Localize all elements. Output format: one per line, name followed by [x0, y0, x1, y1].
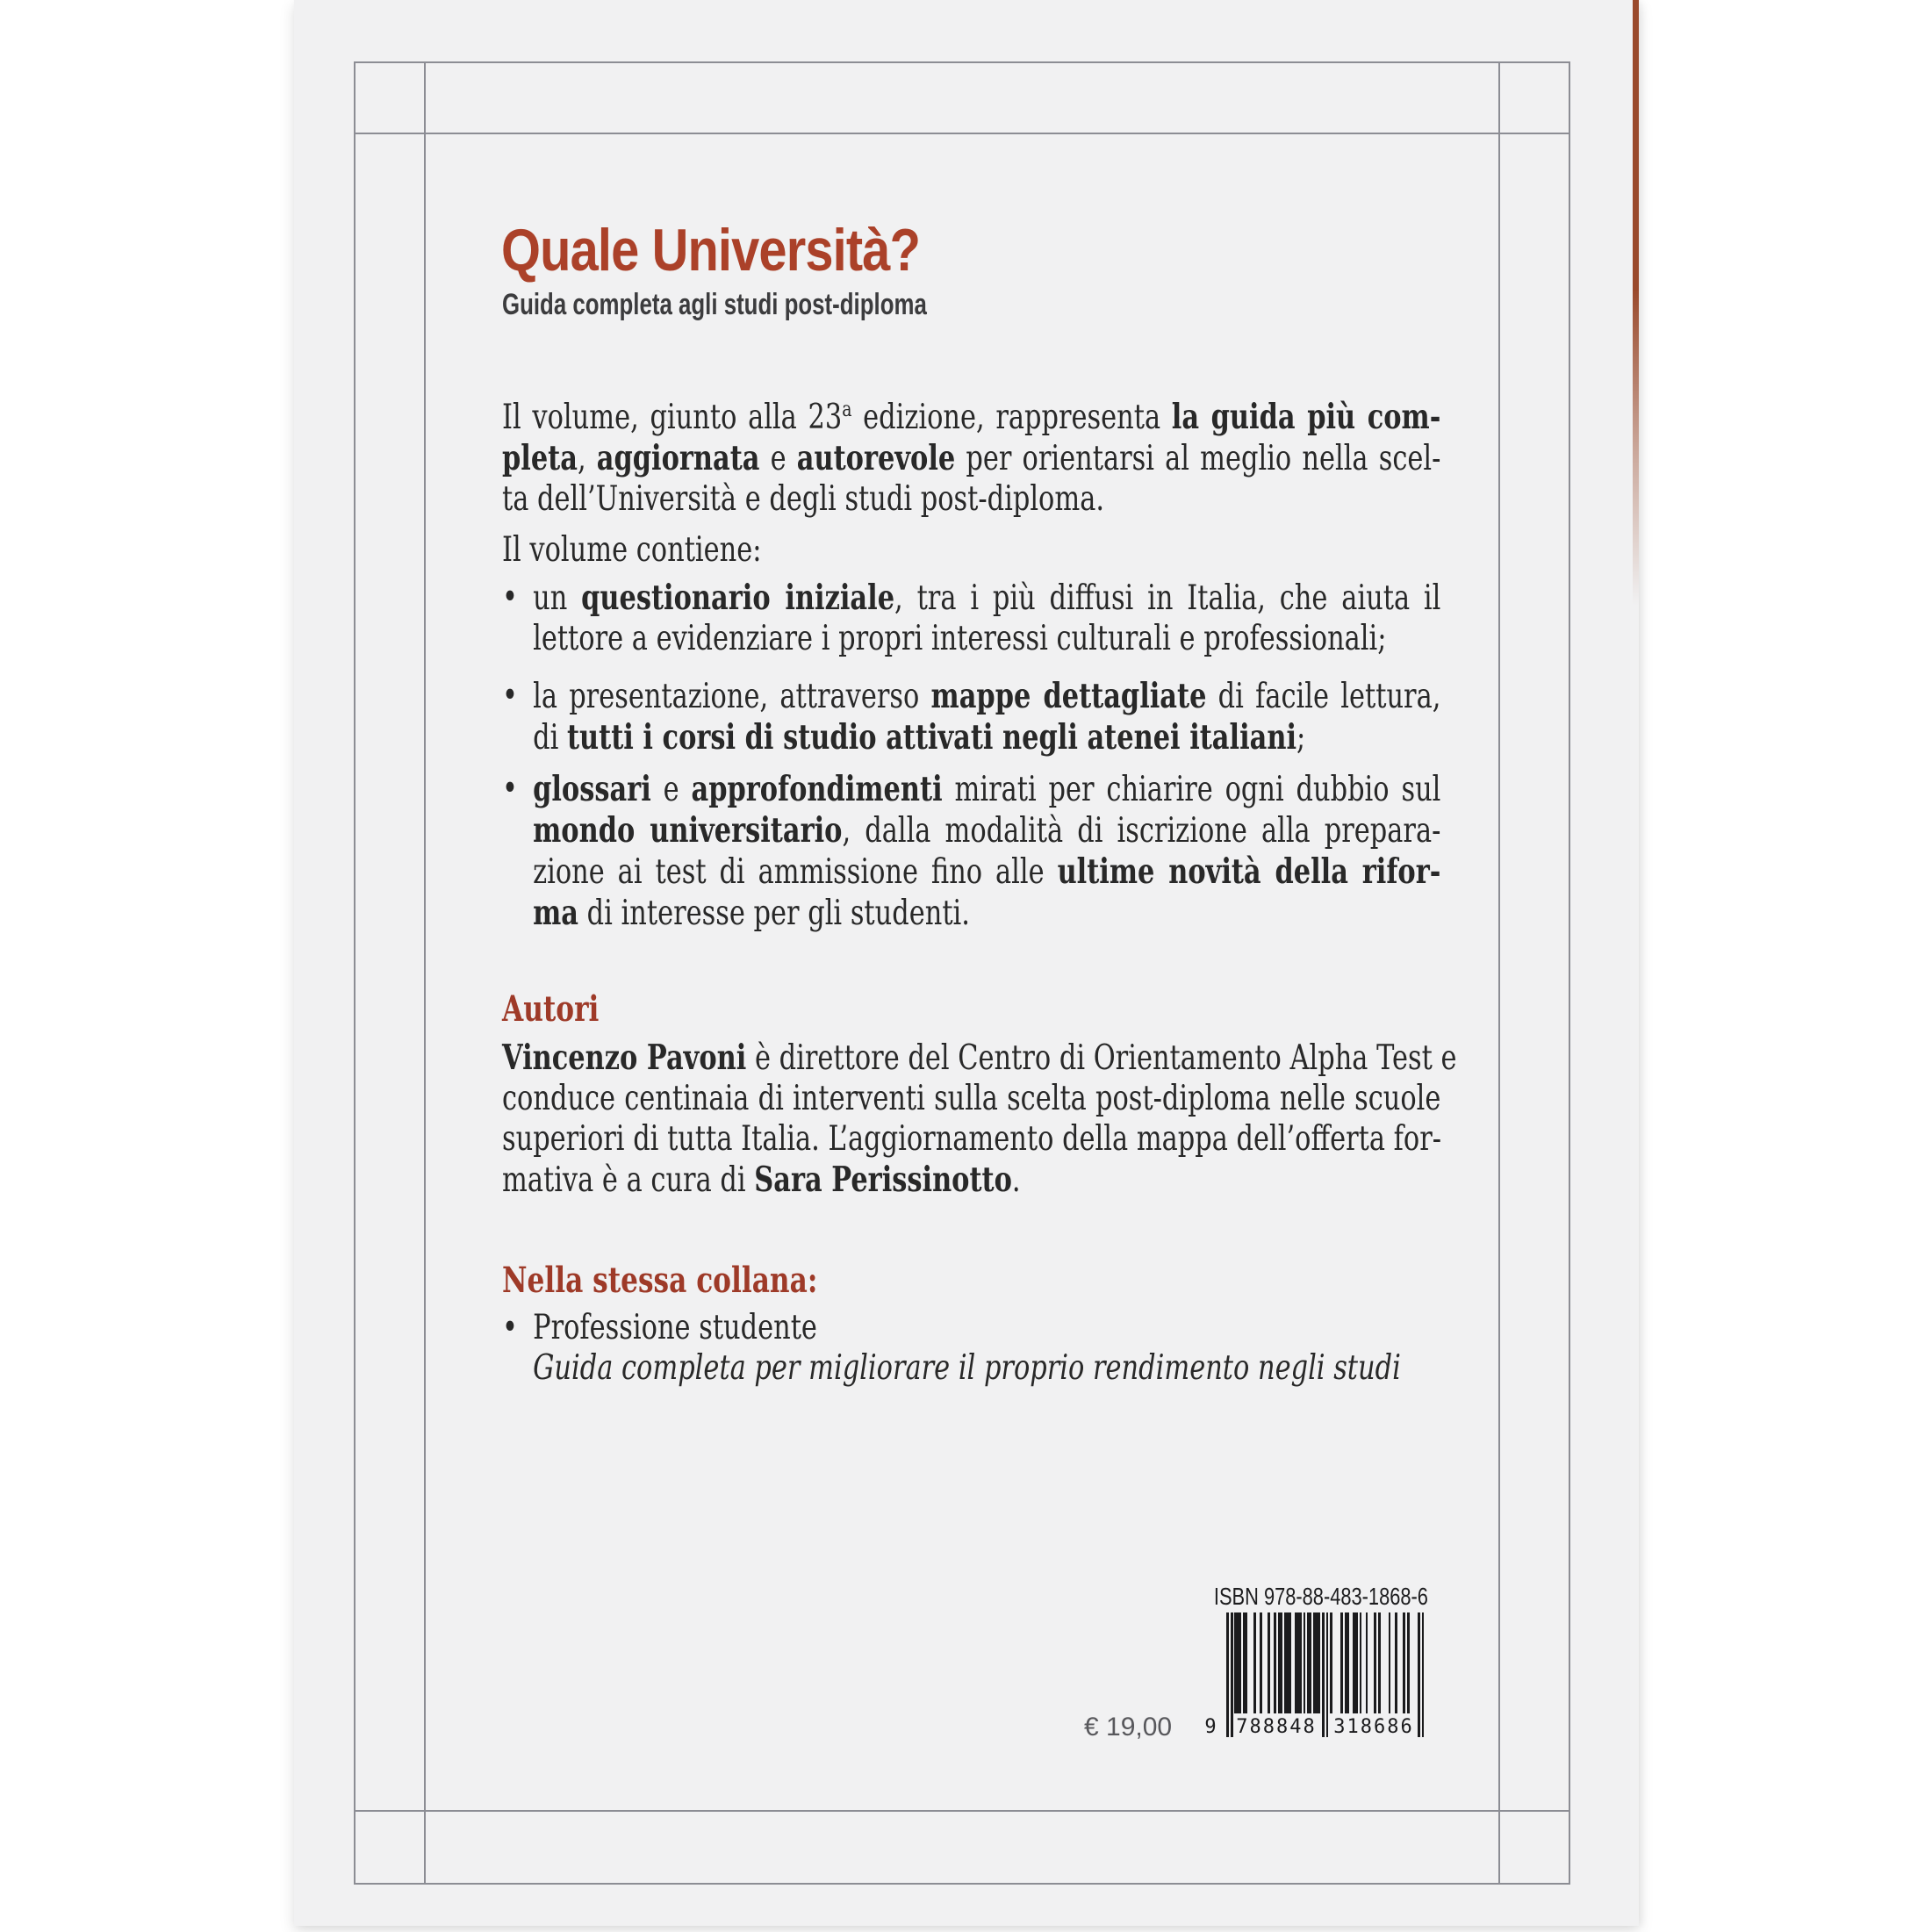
frame-line-right-inner	[1498, 61, 1500, 1885]
bullet-icon: •	[502, 578, 518, 617]
barcode-bar	[1353, 1612, 1357, 1713]
bullet-text	[533, 578, 1440, 659]
barcode-bar	[1307, 1612, 1311, 1713]
series-item	[502, 1308, 1440, 1389]
spine-edge	[1633, 0, 1639, 1317]
text-line: Vincenzo Pavoni è direttore del Centro di Orientamento Alpha Test e	[502, 1038, 1457, 1078]
barcode-digit-first: 9	[1204, 1716, 1218, 1738]
text-line: zione ai test di ammissione fino alle ultime novità della rifor-	[533, 851, 1441, 892]
barcode-bar	[1274, 1612, 1276, 1713]
frame-line-left-inner	[424, 61, 426, 1885]
barcode-digits-left: 788848	[1236, 1716, 1317, 1738]
barcode-bar	[1422, 1612, 1425, 1737]
barcode-bar	[1295, 1612, 1302, 1713]
barcode-bar	[1360, 1612, 1362, 1713]
frame-line-left-outer	[354, 61, 356, 1885]
text-line: conduce centinaia di interventi sulla scelta post-diploma nelle scuole	[502, 1079, 1441, 1118]
frame-line-bottom-outer	[354, 1883, 1570, 1885]
barcode-digits-right: 318686	[1333, 1716, 1414, 1738]
barcode-bar	[1243, 1612, 1247, 1713]
barcode-bar	[1366, 1612, 1368, 1713]
barcode-bar	[1407, 1612, 1410, 1713]
text-line: mativa è a cura di Sara Perissinotto.	[502, 1160, 1021, 1200]
bullet-item-questionario	[502, 578, 1440, 659]
text-line: Guida completa per migliorare il proprio rendimento negli studi	[533, 1348, 1401, 1388]
barcode-bar	[1395, 1612, 1397, 1713]
bullet-text	[533, 676, 1440, 758]
barcode-bar	[1330, 1612, 1332, 1713]
bullet-text	[533, 769, 1440, 934]
text-line: di tutti i corsi di studio attivati negli atenei italiani;	[533, 717, 1306, 758]
text-line: Il volume contiene:	[502, 530, 762, 570]
series-item-text	[533, 1308, 1440, 1389]
barcode-bar	[1378, 1612, 1381, 1713]
bullet-icon: •	[502, 1308, 518, 1347]
text-line: superiori di tutta Italia. L’aggiornamento della mappa dell’offerta for-	[502, 1119, 1442, 1159]
text-line: un questionario iniziale, tra i più diffusi in Italia, che aiuta il	[533, 578, 1441, 618]
barcode-bar	[1389, 1612, 1391, 1713]
barcode-bar	[1322, 1612, 1325, 1737]
text-line: pleta, aggiornata e autorevole per orientarsi al meglio nella scel-	[502, 438, 1441, 478]
book-title: Quale Università?	[501, 217, 921, 284]
barcode-bar	[1278, 1612, 1282, 1713]
series-heading: Nella stessa collana:	[502, 1260, 818, 1301]
bullet-icon: •	[502, 769, 518, 808]
frame-line-bottom-inner	[354, 1810, 1570, 1812]
barcode-bar	[1418, 1612, 1420, 1737]
bullet-item-mappe	[502, 676, 1440, 758]
barcode-bar	[1284, 1612, 1291, 1713]
text-line: la presentazione, attraverso mappe dettagliate di facile lettura,	[533, 676, 1441, 716]
barcode-bar	[1326, 1612, 1329, 1737]
frame-line-right-outer	[1569, 61, 1570, 1885]
barcode-bar	[1260, 1612, 1262, 1713]
book-subtitle: Guida completa agli studi post-diploma	[502, 288, 927, 321]
barcode-bar	[1253, 1612, 1256, 1713]
barcode-bar	[1234, 1612, 1241, 1713]
bullet-item-glossari	[502, 769, 1440, 934]
book-back-cover	[294, 0, 1639, 1926]
barcode-bar	[1403, 1612, 1405, 1713]
frame-line-top-inner	[354, 133, 1570, 134]
barcode-bar	[1345, 1612, 1349, 1713]
barcode-bar	[1340, 1612, 1343, 1713]
barcode-bar	[1374, 1612, 1376, 1713]
barcode-bar	[1268, 1612, 1270, 1713]
text-line: lettore a evidenziare i propri interessi culturali e professionali;	[533, 619, 1387, 658]
volume-contains-line	[502, 530, 1440, 571]
text-line: ma di interesse per gli studenti.	[533, 893, 970, 933]
barcode-bar	[1304, 1612, 1306, 1713]
barcode-bar	[1313, 1612, 1320, 1713]
text-line: glossari e approfondimenti mirati per chiarire ogni dubbio sul	[533, 769, 1441, 809]
text-line: Professione studente	[533, 1308, 817, 1347]
authors-heading: Autori	[502, 988, 600, 1030]
text-line: Il volume, giunto alla 23$^a$ edizione, rappresenta la guida più com-	[502, 397, 1441, 437]
text-line: ta dell’Università e degli studi post-diploma.	[502, 479, 1105, 519]
bullet-icon: •	[502, 676, 518, 715]
authors-paragraph	[502, 1038, 1457, 1201]
frame-line-top-outer	[354, 61, 1570, 63]
intro-paragraph	[502, 397, 1440, 520]
isbn-label: ISBN 978-88-483-1868-6	[1213, 1583, 1428, 1610]
text-line: mondo universitario, dalla modalità di iscrizione alla prepara-	[533, 810, 1441, 851]
price-label: € 19,00	[1084, 1713, 1173, 1742]
